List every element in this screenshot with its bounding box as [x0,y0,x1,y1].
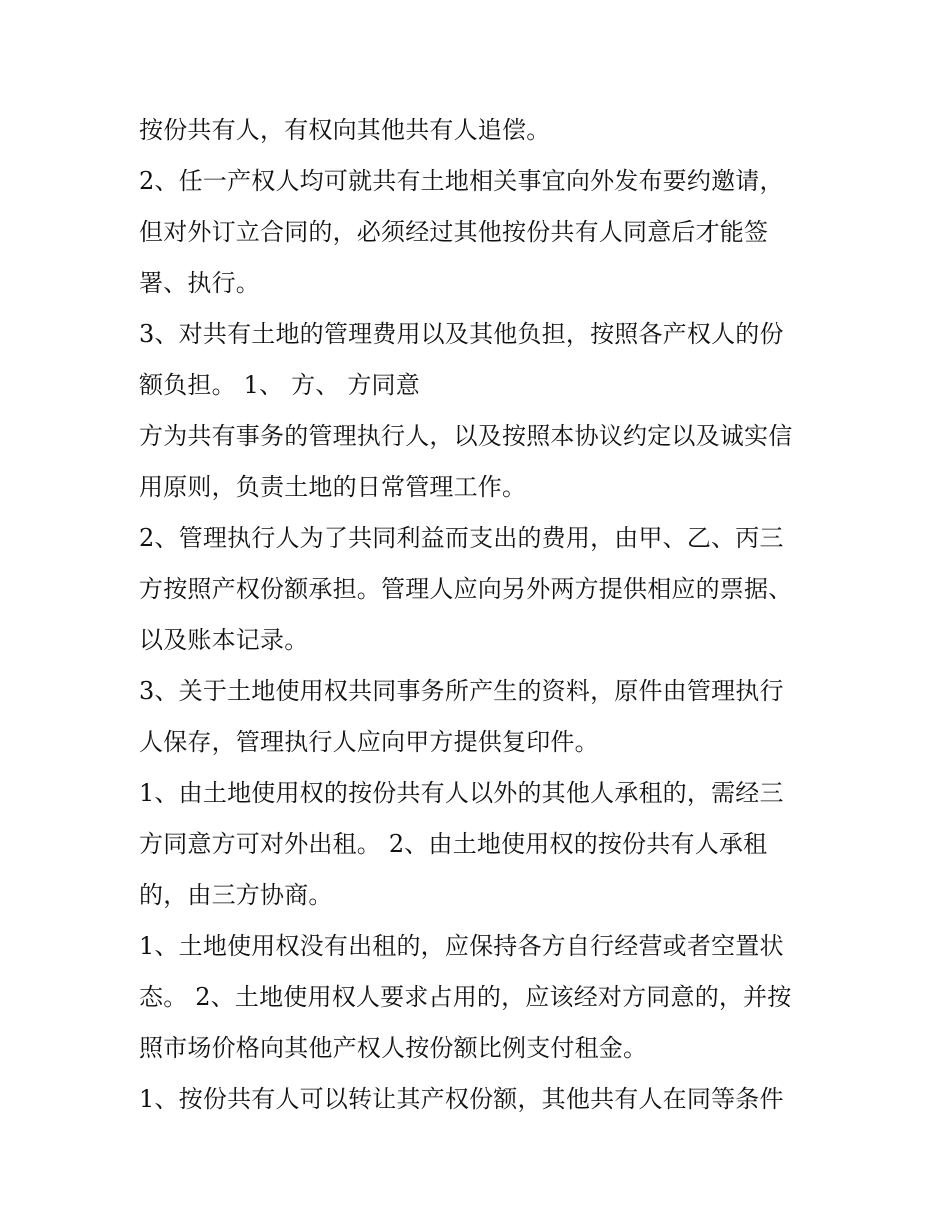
text-line-12: 3、关于土地使用权共同事务所产生的资料，原件由管理执行 [139,677,784,705]
document-body [139,105,829,1125]
text-line-19: 照市场价格向其他产权人按份额比例支付租金。 [139,1034,648,1062]
text-line-11: 以及账本记录。 [139,626,309,654]
text-line-8: 用原则，负责土地的日常管理工作。 [139,473,527,501]
text-line-9: 2、管理执行人为了共同利益而支出的费用，由甲、乙、丙三 [139,524,784,552]
text-line-18: 态。 2、土地使用权人要求占用的，应该经对方同意的，并按 [139,983,792,1011]
text-line-6: 额负担。 1、 方、 方同意 [139,371,420,399]
text-line-14: 1、由土地使用权的按份共有人以外的其他人承租的，需经三 [139,779,784,807]
text-line-15: 方同意方可对外出租。 2、由土地使用权的按份共有人承租 [139,830,768,858]
text-line-20: 1、按份共有人可以转让其产权份额，其他共有人在同等条件 [139,1085,784,1113]
text-line-7: 方为共有事务的管理执行人，以及按照本协议约定以及诚实信 [139,422,793,450]
text-line-5: 3、对共有土地的管理费用以及其他负担，按照各产权人的份 [139,320,784,348]
text-line-3: 但对外订立合同的，必须经过其他按份共有人同意后才能签 [139,218,769,246]
text-line-1: 按份共有人，有权向其他共有人追偿。 [139,116,551,144]
text-line-13: 人保存，管理执行人应向甲方提供复印件。 [139,728,599,756]
text-line-10: 方按照产权份额承担。管理人应向另外两方提供相应的票据、 [139,575,793,603]
text-line-4: 署、执行。 [139,269,260,297]
text-line-2: 2、任一产权人均可就共有土地相关事宜向外发布要约邀请， [139,167,784,195]
text-line-17: 1、土地使用权没有出租的，应保持各方自行经营或者空置状 [139,932,784,960]
text-line-16: 的，由三方协商。 [139,881,333,909]
